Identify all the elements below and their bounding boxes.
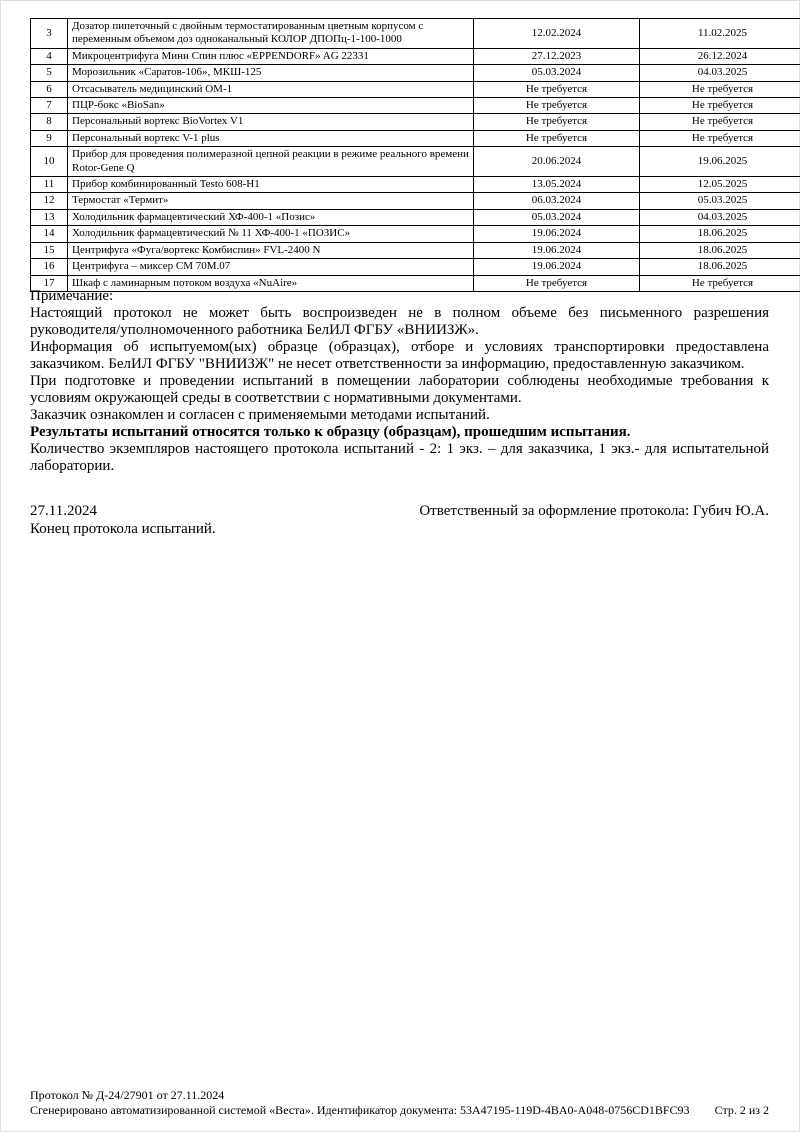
valid-until-date: 18.06.2025 [640, 226, 800, 242]
valid-until-date: 18.06.2025 [640, 259, 800, 275]
responsible-person: Ответственный за оформление протокола: Губич Ю.А. [419, 503, 769, 519]
equipment-name: Отсасыватель медицинский ОМ-1 [68, 81, 474, 97]
verification-date: 20.06.2024 [474, 147, 640, 177]
row-number: 15 [31, 242, 68, 258]
equipment-name: Термостат «Термит» [68, 193, 474, 209]
verification-date: 13.05.2024 [474, 177, 640, 193]
verification-date: Не требуется [474, 130, 640, 146]
verification-date: Не требуется [474, 275, 640, 291]
equipment-name: Морозильник «Саратов-106», МКШ-125 [68, 65, 474, 81]
row-number: 8 [31, 114, 68, 130]
protocol-number-line: Протокол № Д-24/27901 от 27.11.2024 [30, 1088, 225, 1102]
note-paragraph-results-bold: Результаты испытаний относятся только к образцу (образцам), прошедшим испытания. [30, 424, 631, 440]
note-paragraph-copies: Количество экземпляров настоящего протокола испытаний - 2: 1 экз. – для заказчика, 1 экз.- для испытательной лаборатории. [30, 441, 769, 474]
valid-until-date: Не требуется [640, 114, 800, 130]
equipment-name: Центрифуга «Фуга/вортекс Комбиспин» FVL-2400 N [68, 242, 474, 258]
table-row [31, 98, 800, 114]
row-number: 13 [31, 209, 68, 225]
table-row [31, 226, 800, 242]
row-number: 7 [31, 98, 68, 114]
equipment-name: Дозатор пипеточный с двойным термостатированным цветным корпусом с переменным объемом доз одноканальный КОЛОР ДПОПц-1-100-1000 [68, 19, 474, 49]
valid-until-date: Не требуется [640, 81, 800, 97]
row-number: 17 [31, 275, 68, 291]
note-paragraph-methods: Заказчик ознакомлен и согласен с применяемыми методами испытаний. [30, 407, 490, 423]
row-number: 9 [31, 130, 68, 146]
verification-date: 19.06.2024 [474, 259, 640, 275]
valid-until-date: 26.12.2024 [640, 48, 800, 64]
verification-date: 19.06.2024 [474, 242, 640, 258]
equipment-name: ПЦР-бокс «BioSan» [68, 98, 474, 114]
verification-date: 27.12.2023 [474, 48, 640, 64]
row-number: 14 [31, 226, 68, 242]
equipment-name: Прибор для проведения полимеразной цепной реакции в режиме реального времени Rotor-Gene Q [68, 147, 474, 177]
note-paragraph-environment: При подготовке и проведении испытаний в помещении лаборатории соблюдены необходимые требования к условиям окружающей среды в соответствии с нормативными документами. [30, 373, 769, 406]
verification-date: 05.03.2024 [474, 209, 640, 225]
note-paragraph-reproduction: Настоящий протокол не может быть воспроизведен не в полном объеме без письменного разрешения руководителя/уполномоченного работника БелИЛ ФГБУ «ВНИИЗЖ». [30, 305, 769, 338]
page-number: Стр. 2 из 2 [714, 1103, 769, 1117]
valid-until-date: Не требуется [640, 130, 800, 146]
table-row [31, 259, 800, 275]
row-number: 4 [31, 48, 68, 64]
equipment-name: Персональный вортекс V-1 plus [68, 130, 474, 146]
table-row [31, 242, 800, 258]
notes-heading: Примечание: [30, 288, 114, 304]
equipment-name: Микроцентрифуга Мини Спин плюс «EPPENDORF» AG 22331 [68, 48, 474, 64]
table-row [31, 177, 800, 193]
table-row [31, 81, 800, 97]
protocol-date: 27.11.2024 [30, 503, 97, 519]
row-number: 11 [31, 177, 68, 193]
verification-date: 06.03.2024 [474, 193, 640, 209]
valid-until-date: 19.06.2025 [640, 147, 800, 177]
notes-section [30, 288, 769, 475]
generated-by-line: Сгенерировано автоматизированной системой «Веста». Идентификатор документа: 53A47195-119D-4BA0-A048-0756CD1BFC93 [30, 1103, 690, 1117]
signature-row [30, 503, 769, 520]
table-row [31, 209, 800, 225]
table-row [31, 130, 800, 146]
end-of-protocol: Конец протокола испытаний. [30, 521, 216, 537]
footer-bottom-row [30, 1103, 769, 1118]
table-row [31, 19, 800, 49]
valid-until-date: Не требуется [640, 98, 800, 114]
valid-until-date: 12.05.2025 [640, 177, 800, 193]
verification-date: 12.02.2024 [474, 19, 640, 49]
equipment-name: Шкаф с ламинарным потоком воздуха «NuAire» [68, 275, 474, 291]
table-row [31, 193, 800, 209]
equipment-name: Персональный вортекс BioVortex V1 [68, 114, 474, 130]
valid-until-date: 11.02.2025 [640, 19, 800, 49]
valid-until-date: 04.03.2025 [640, 209, 800, 225]
valid-until-date: Не требуется [640, 275, 800, 291]
table-row [31, 114, 800, 130]
equipment-name: Холодильник фармацевтический ХФ-400-1 «Позис» [68, 209, 474, 225]
valid-until-date: 18.06.2025 [640, 242, 800, 258]
verification-date: 19.06.2024 [474, 226, 640, 242]
equipment-table-body [31, 19, 800, 292]
valid-until-date: 05.03.2025 [640, 193, 800, 209]
equipment-name: Прибор комбинированный Testo 608-H1 [68, 177, 474, 193]
table-row [31, 65, 800, 81]
row-number: 10 [31, 147, 68, 177]
verification-date: Не требуется [474, 81, 640, 97]
verification-date: Не требуется [474, 114, 640, 130]
row-number: 16 [31, 259, 68, 275]
row-number: 3 [31, 19, 68, 49]
verification-date: 05.03.2024 [474, 65, 640, 81]
valid-until-date: 04.03.2025 [640, 65, 800, 81]
page-footer [30, 1088, 769, 1118]
equipment-name: Центрифуга – миксер СМ 70М.07 [68, 259, 474, 275]
note-paragraph-sample-info: Информация об испытуемом(ых) образце (образцах), отборе и условиях транспортировки предоставлена заказчиком. БелИЛ ФГБУ "ВНИИЗЖ" не несет ответственности за информацию, предоставленную заказчиком. [30, 339, 769, 372]
row-number: 5 [31, 65, 68, 81]
verification-date: Не требуется [474, 98, 640, 114]
table-row [31, 147, 800, 177]
row-number: 6 [31, 81, 68, 97]
table-row [31, 48, 800, 64]
equipment-table [30, 18, 800, 292]
equipment-name: Холодильник фармацевтический № 11 ХФ-400-1 «ПОЗИС» [68, 226, 474, 242]
row-number: 12 [31, 193, 68, 209]
